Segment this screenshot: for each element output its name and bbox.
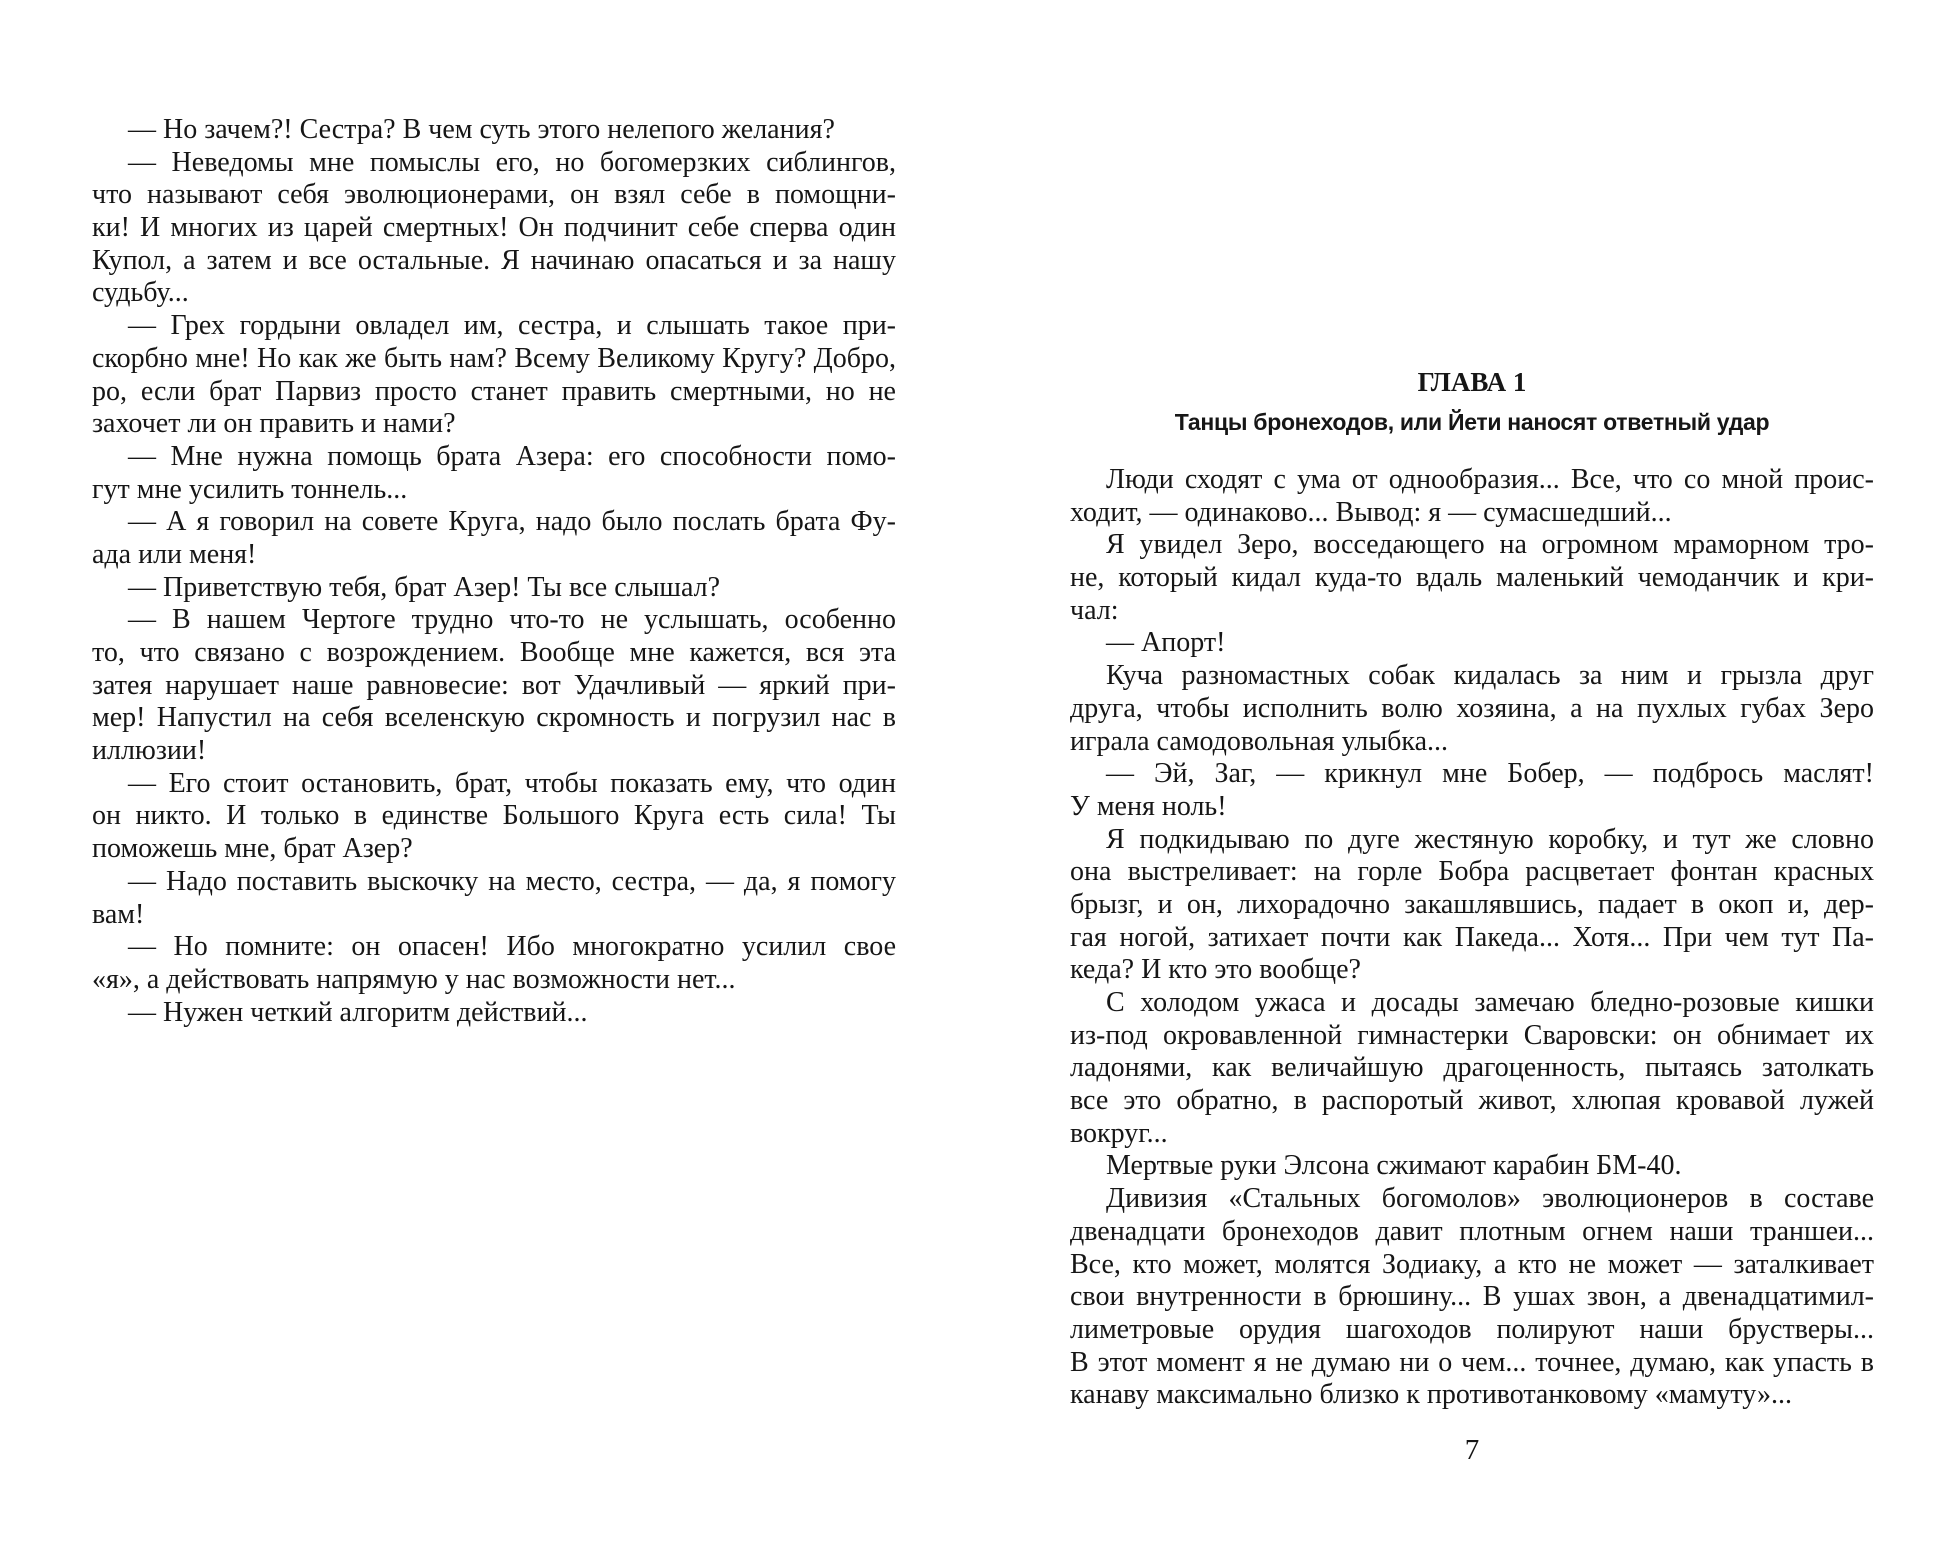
text-line: Я подкидываю по дуге жестяную коробку, и тут же словно bbox=[1106, 823, 1874, 855]
text-line: Дивизия «Стальных богомолов» эволюционеров в составе bbox=[1106, 1183, 1874, 1215]
text-line: — Мне нужна помощь брата Азера: его способности помо- bbox=[128, 440, 896, 472]
text-line: — В нашем Чертоге трудно что-то не услышать, особенно bbox=[128, 604, 896, 636]
text-line: иллюзии! bbox=[92, 735, 207, 767]
text-line: — Нужен четкий алгоритм действий... bbox=[128, 996, 588, 1028]
text-line: гая ногой, затихает почти как Пакеда... Хотя... При чем тут Па- bbox=[1070, 921, 1874, 953]
text-line: из-под окровавленной гимнастерки Сваровски: он обнимает их bbox=[1070, 1019, 1874, 1051]
text-line: Все, кто может, молятся Зодиаку, а кто не может — заталкивает bbox=[1070, 1248, 1874, 1280]
text-line: вокруг... bbox=[1070, 1117, 1168, 1149]
text-line: ходит, — одинаково... Вывод: я — сумасшедший... bbox=[1070, 496, 1672, 528]
text-line: — Апорт! bbox=[1106, 627, 1226, 659]
text-line: Куча разномастных собак кидалась за ним и грызла друг bbox=[1106, 660, 1874, 692]
text-line: — Эй, Заг, — крикнул мне Бобер, — подбрось маслят! bbox=[1106, 758, 1874, 790]
text-line: канаву максимально близко к противотанковому «мамуту»... bbox=[1070, 1379, 1792, 1411]
text-line: свои внутренности в брюшину... В ушах звон, а двенадцатимил- bbox=[1070, 1281, 1874, 1313]
text-line: — Неведомы мне помыслы его, но богомерзких сиблингов, bbox=[128, 146, 896, 178]
text-line: то, что связано с возрождением. Вообще мне кажется, вся эта bbox=[92, 637, 896, 668]
text-line: затея нарушает наше равновесие: вот Удачливый — яркий при- bbox=[92, 669, 896, 701]
text-line: он никто. И только в единстве Большого Круга есть сила! Ты bbox=[92, 800, 896, 832]
text-line: брызг, и он, лихорадочно закашлявшись, падает в окоп и, дер- bbox=[1070, 888, 1874, 920]
text-line: Люди сходят с ума от однообразия... Все, что со мной проис- bbox=[1106, 464, 1874, 495]
chapter-title: Танцы бронеходов, или Йети наносят ответный удар bbox=[1174, 409, 1770, 435]
text-line: ладонями, как величайшую драгоценность, пытаясь затолкать bbox=[1070, 1052, 1874, 1084]
text-line: ада или меня! bbox=[92, 538, 257, 570]
text-line: лиметровые орудия шагоходов полируют наши брустверы... bbox=[1070, 1313, 1874, 1345]
text-line: У меня ноль! bbox=[1070, 790, 1227, 822]
text-line: двенадцати бронеходов давит плотным огнем наши траншеи... bbox=[1070, 1215, 1874, 1247]
chapter-number: ГЛАВА 1 bbox=[1417, 367, 1527, 397]
chapter-heading bbox=[1070, 364, 1874, 440]
text-line: захочет ли он править и нами? bbox=[92, 408, 456, 440]
text-line: Мертвые руки Элсона сжимают карабин БМ-40. bbox=[1106, 1150, 1682, 1182]
text-line: — А я говорил на совете Круга, надо было послать брата Фу- bbox=[128, 506, 896, 538]
left-page-text bbox=[92, 114, 896, 1029]
text-line: — Приветствую тебя, брат Азер! Ты все слышал? bbox=[128, 571, 721, 603]
right-page-text bbox=[1070, 464, 1874, 1412]
text-line: — Но помните: он опасен! Ибо многократно усилил свое bbox=[128, 931, 896, 963]
text-line: скорбно мне! Но как же быть нам? Всему Великому Кругу? Добро, bbox=[92, 342, 896, 374]
text-line: чал: bbox=[1070, 594, 1119, 626]
text-line: — Его стоит остановить, брат, чтобы показать ему, что один bbox=[128, 767, 896, 799]
text-line: Купол, а затем и все остальные. Я начинаю опасаться и за нашу bbox=[92, 244, 896, 276]
text-line: В этот момент я не думаю ни о чем... точнее, думаю, как упасть в bbox=[1070, 1346, 1874, 1378]
text-line: — Надо поставить выскочку на место, сестра, — да, я помогу bbox=[128, 865, 896, 897]
text-line: — Но зачем?! Сестра? В чем суть этого нелепого желания? bbox=[128, 114, 835, 145]
text-line: вам! bbox=[92, 898, 145, 930]
text-line: «я», а действовать напрямую у нас возможности нет... bbox=[92, 963, 736, 995]
text-line: не, который кидал куда-то вдаль маленький чемоданчик и кри- bbox=[1070, 562, 1874, 594]
text-line: поможешь мне, брат Азер? bbox=[92, 833, 413, 865]
text-line: она выстреливает: на горле Бобра расцветает фонтан красных bbox=[1070, 856, 1874, 888]
text-line: друга, чтобы исполнить волю хозяина, а на пухлых губах Зеро bbox=[1070, 692, 1874, 724]
page-number: 7 bbox=[1464, 1434, 1480, 1466]
text-line: кеда? И кто это вообще? bbox=[1070, 954, 1361, 986]
text-line: все это обратно, в распоротый живот, хлюпая кровавой лужей bbox=[1070, 1085, 1874, 1117]
text-line: ро, если брат Парвиз просто станет править смертными, но не bbox=[92, 375, 896, 407]
text-line: играла самодовольная улыбка... bbox=[1070, 725, 1448, 757]
text-line: Я увидел Зеро, восседающего на огромном мраморном тро- bbox=[1106, 529, 1874, 561]
text-line: — Грех гордыни овладел им, сестра, и слышать такое при- bbox=[128, 310, 896, 342]
text-line: судьбу... bbox=[92, 277, 189, 309]
text-line: ки! И многих из царей смертных! Он подчинит себе сперва один bbox=[92, 212, 896, 244]
text-line: гут мне усилить тоннель... bbox=[92, 473, 408, 505]
text-line: С холодом ужаса и досады замечаю бледно-розовые кишки bbox=[1106, 987, 1874, 1018]
text-line: что называют себя эволюционерами, он взял себе в помощни- bbox=[92, 179, 896, 211]
text-line: мер! Напустил на себя вселенскую скромность и погрузил нас в bbox=[92, 702, 896, 734]
